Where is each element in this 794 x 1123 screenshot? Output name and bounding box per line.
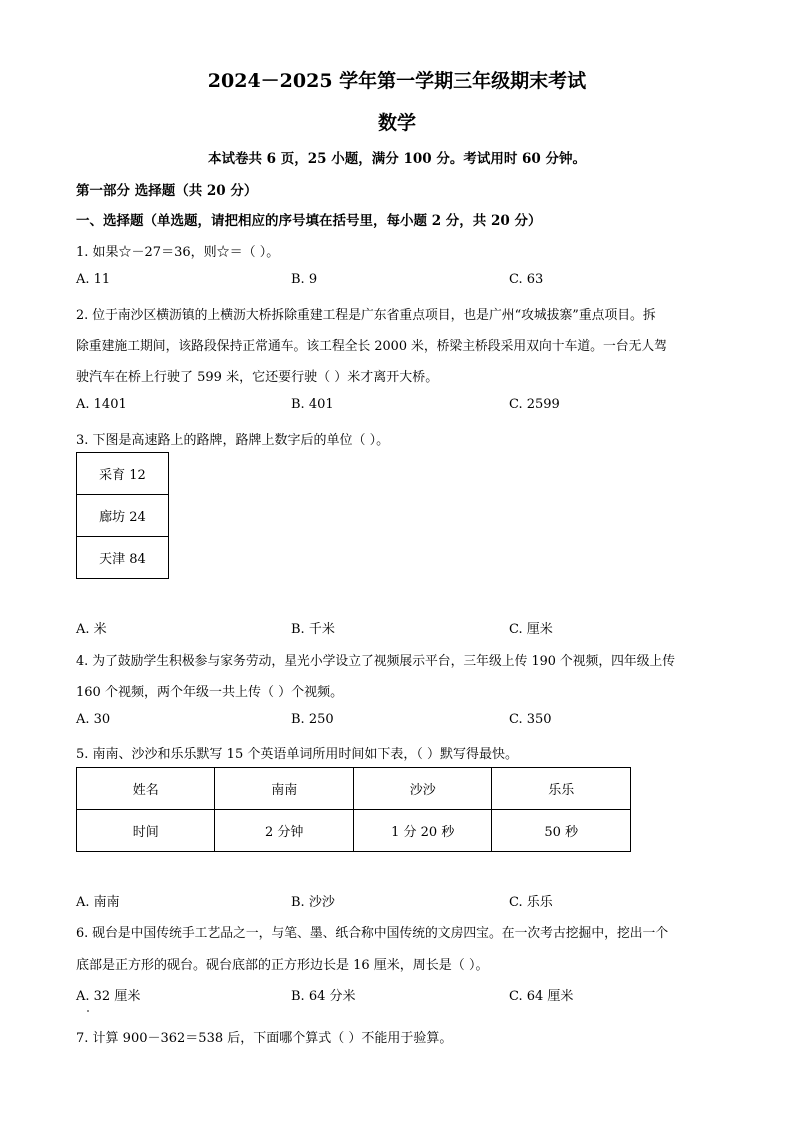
exam-title: 2024－2025 学年第一学期三年级期末考试 — [207, 70, 587, 92]
table-row — [77, 810, 631, 852]
question-6-line-1: 6. 砚台是中国传统手工艺品之一，与笔、墨、纸合称中国传统的文房四宝。在一次考古挖掘中，挖出一个 — [76, 926, 669, 941]
table-cell: 沙沙 — [353, 768, 492, 810]
road-sign-table — [76, 452, 169, 579]
question-4-option-a: A. 30 — [76, 712, 111, 727]
section-heading: 一、选择题（单选题，请把相应的序号填在括号里，每小题 2 分，共 20 分） — [76, 213, 542, 229]
question-4-line-2: 160 个视频，两个年级一共上传（ ）个视频。 — [76, 685, 344, 700]
question-2-line-1: 2. 位于南沙区横沥镇的上横沥大桥拆除重建工程是广东省重点项目，也是广州“攻城拔寨”重点项目。拆 — [76, 308, 656, 323]
table-cell: 50 秒 — [492, 810, 631, 852]
road-sign-row: 采育 12 — [77, 453, 169, 495]
question-5-option-c: C. 乐乐 — [509, 895, 553, 910]
question-3-option-b: B. 千米 — [291, 622, 335, 637]
question-1-option-a: A. 11 — [76, 272, 111, 287]
question-4-option-b: B. 250 — [291, 712, 334, 727]
question-3-stem: 3. 下图是高速路上的路牌，路牌上数字后的单位（ ）。 — [76, 433, 390, 448]
question-2-line-2: 除重建施工期间，该路段保持正常通车。该工程全长 2000 米，桥梁主桥段采用双向十车道。一台无人驾 — [76, 339, 667, 354]
question-7-stem: 7. 计算 900－362＝538 后，下面哪个算式（ ）不能用于验算。 — [76, 1031, 453, 1046]
question-1-stem: 1. 如果☆－27＝36，则☆＝（ ）。 — [76, 245, 280, 260]
road-sign-row: 天津 84 — [77, 537, 169, 579]
question-3-option-c: C. 厘米 — [509, 622, 553, 637]
subject-title: 数学 — [377, 112, 416, 134]
question-2-line-3: 驶汽车在桥上行驶了 599 米，它还要行驶（ ）米才离开大桥。 — [76, 370, 439, 385]
question-4-line-1: 4. 为了鼓励学生积极参与家务劳动，星光小学设立了视频展示平台，三年级上传 190 个视频，四年级上传 — [76, 654, 676, 669]
stray-dot — [87, 1010, 89, 1012]
question-1-option-c: C. 63 — [509, 272, 544, 287]
road-sign-row: 廊坊 24 — [77, 495, 169, 537]
question-6-option-a: A. 32 厘米 — [76, 989, 141, 1004]
table-cell: 姓名 — [77, 768, 215, 810]
question-5-option-b: B. 沙沙 — [291, 895, 335, 910]
question-6-option-c: C. 64 厘米 — [509, 989, 574, 1004]
question-2-option-a: A. 1401 — [76, 397, 127, 412]
question-5-stem: 5. 南南、沙沙和乐乐默写 15 个英语单词所用时间如下表，（ ）默写得最快。 — [76, 747, 518, 762]
table-header-row — [77, 768, 631, 810]
table-cell: 乐乐 — [492, 768, 631, 810]
question-5-option-a: A. 南南 — [76, 895, 120, 910]
question-2-option-c: C. 2599 — [509, 397, 560, 412]
question-1-option-b: B. 9 — [291, 272, 318, 287]
table-cell: 2 分钟 — [215, 810, 353, 852]
table-cell: 时间 — [77, 810, 215, 852]
question-6-option-b: B. 64 分米 — [291, 989, 356, 1004]
question-4-option-c: C. 350 — [509, 712, 552, 727]
question-3-option-a: A. 米 — [76, 622, 107, 637]
part-heading: 第一部分 选择题（共 20 分） — [76, 183, 258, 199]
dictation-time-table — [76, 767, 631, 852]
question-2-option-b: B. 401 — [291, 397, 334, 412]
table-cell: 南南 — [215, 768, 353, 810]
question-6-line-2: 底部是正方形的砚台。砚台底部的正方形边长是 16 厘米，周长是（ ）。 — [76, 958, 489, 973]
exam-info: 本试卷共 6 页，25 小题，满分 100 分。考试用时 60 分钟。 — [207, 151, 587, 167]
table-cell: 1 分 20 秒 — [353, 810, 492, 852]
